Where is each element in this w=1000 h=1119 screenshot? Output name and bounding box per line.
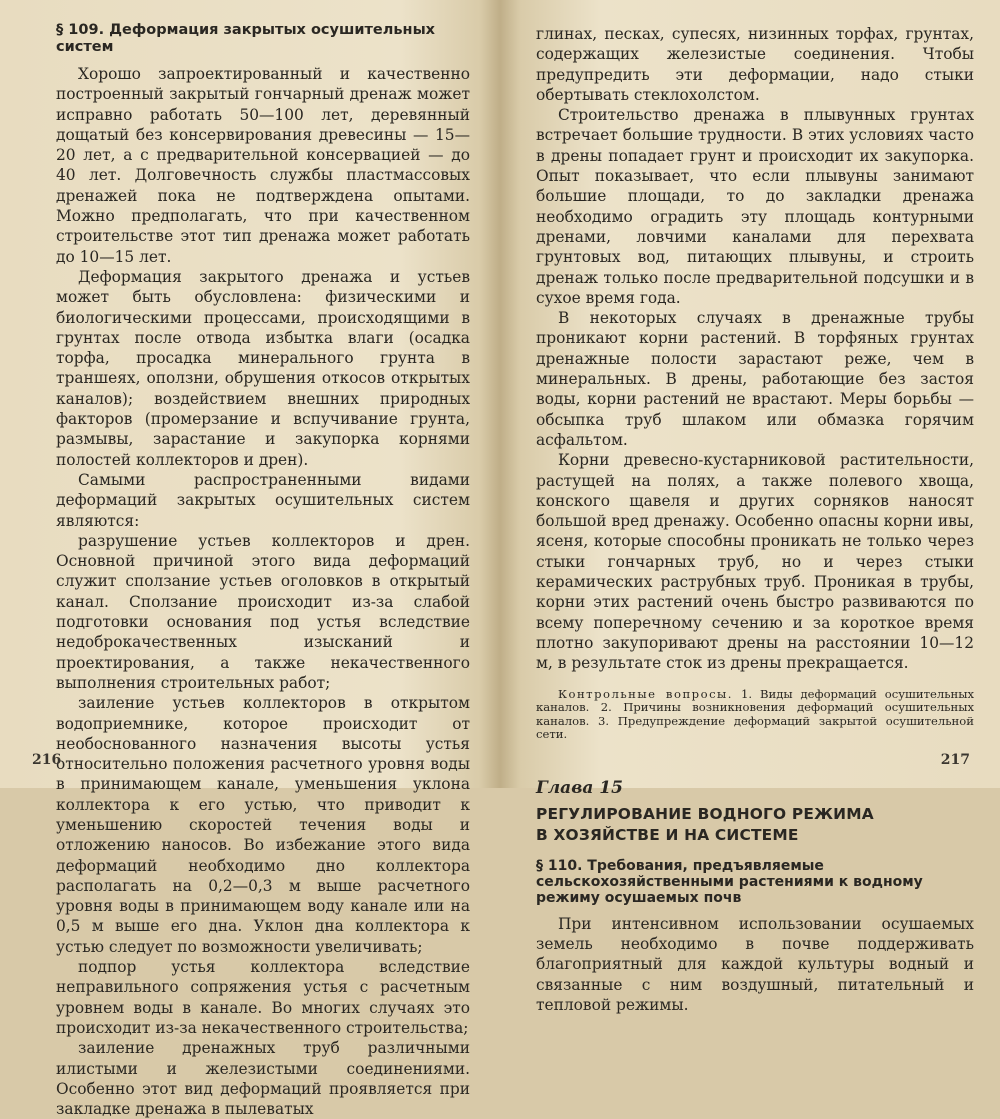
- chapter-label: Глава 15: [536, 777, 623, 798]
- paragraph: В некоторых случаях в дренажные трубы проникают корни растений. В торфяных грунтах дренажные полости зарастают реже, чем в минеральных. В дрены, работающие без застоя воды, корни растений не врастают. Меры борьбы — обсыпка труб шлаком или обмазка горячим асфальтом.: [536, 309, 974, 449]
- paragraph: При интенсивном использовании осушаемых земель необходимо в почве поддерживать благоприятный для каждой культуры водный и связанные с ним воздушный, питательный и тепловой режимы.: [536, 914, 974, 1014]
- review-questions: [536, 688, 974, 742]
- section-title-109: § 109. Деформация закрытых осушительных систем: [56, 22, 436, 55]
- chapter-title-line-2: В ХОЗЯЙСТВЕ И НА СИСТЕМЕ: [536, 825, 799, 844]
- paragraph: подпор устья коллектора вследствие неправильного сопряжения устья с расчетным уровнем воды в канале. Во многих случаях это происходит из-за некачественного строительства;: [56, 958, 470, 1037]
- right-page: [500, 0, 1000, 1014]
- page-number-right: 217: [940, 752, 970, 768]
- chapter-title: [536, 804, 974, 846]
- paragraph: заиление дренажных труб различными илистыми и железистыми соединениями. Особенно этот вид деформаций проявляется при закладке дренажа в пылеватых: [56, 1039, 470, 1119]
- paragraph: Хорошо запроектированный и качественно построенный закрытый гончарный дренаж может исправно работать 50—100 лет, деревянный дощатый без консервирования древесины — 15—20 лет, а с предварительной консервацией — до 40 лет. Долговечность службы пластмассовых дренажей пока не подтверждена опытами. Можно предполагать, что при качественном строительстве этот тип дренажа может работать до 10—15 лет.: [56, 65, 470, 266]
- paragraph: глинах, песках, супесях, низинных торфах, грунтах, содержащих железистые соединения. Чтобы предупредить эти деформации, надо стыки обертывать стеклохолстом.: [536, 25, 974, 104]
- section-title-110: § 110. Требования, предъявляемые сельскохозяйственными растениями к водному режиму осушаемых почв: [536, 857, 923, 906]
- paragraph: Деформация закрытого дренажа и устьев может быть обусловлена: физическими и биологическими процессами, происходящими в грунтах после отвода избытка влаги (осадка торфа, просадка минерального грунта в траншеях, оползни, обрушения откосов открытых каналов); воздействием внешних природных факторов (промерзание и вспучивание грунта, размывы, зарастание и закупорка корнями полостей коллекторов и дрен).: [56, 267, 470, 469]
- paragraph: Корни древесно-кустарниковой растительности, растущей на полях, а также полевого хвоща, конского щавеля и других сорняков наносят большой вред дренажу. Особенно опасны корни ивы, ясеня, которые способны проникать не только через стыки гончарных труб, но и через стыки керамических раструбных труб. Проникая в трубы, корни этих растений очень быстро развиваются по всему поперечному сечению и за короткое время плотно закупоривают дрены на расстоянии 10—12 м, в результате сток из дрены прекращается.: [536, 451, 974, 673]
- paragraph: разрушение устьев коллекторов и дрен. Основной причиной этого вида деформаций служит сползание устьев оголовков в открытый канал. Сползание происходит из-за слабой подготовки основания под устья вследствие недоброкачественных изысканий и проектирования, а также некачественного выполнения строительных работ;: [56, 531, 470, 692]
- paragraph: заиление устьев коллекторов в открытом водоприемнике, которое происходит от необоснованного назначения высоты устья относительно положения расчетного уровня воды в принимающем канале, уменьшения уклона коллектора к его устью, что приводит к уменьшению скоростей течения воды и отложению наносов. Во избежание этого вида деформаций необходимо дно коллектора располагать на 0,2—0,3 м выше расчетного уровня воды в принимающем воду канале или на 0,5 м выше его дна. Уклон дна коллектора к устью следует по возможности увеличивать;: [56, 694, 470, 956]
- paragraph: Самыми распространенными видами деформаций закрытых осушительных систем являются:: [56, 470, 470, 530]
- questions-text: 1. Виды деформаций осушительных каналов. 2. Причины возникновения деформаций осушительных каналов. 3. Предупреждение деформаций закрытой осушительной сети.: [536, 686, 975, 741]
- page-number-left: 216: [32, 752, 62, 768]
- chapter-title-line-1: РЕГУЛИРОВАНИЕ ВОДНОГО РЕЖИМА: [536, 804, 874, 823]
- questions-label: Контрольные вопросы.: [558, 686, 733, 701]
- paragraph: Строительство дренажа в плывунных грунтах встречает большие трудности. В этих условиях часто в дрены попадает грунт и происходит их закупорка. Опыт показывает, что если плывуны занимают большие площади, то до закладки дренажа необходимо оградить эту площадь контурными дренами, ловчими каналами для перехвата грунтовых вод, питающих плывуны, и строить дренаж только после предварительной подсушки и в сухое время года.: [536, 106, 974, 307]
